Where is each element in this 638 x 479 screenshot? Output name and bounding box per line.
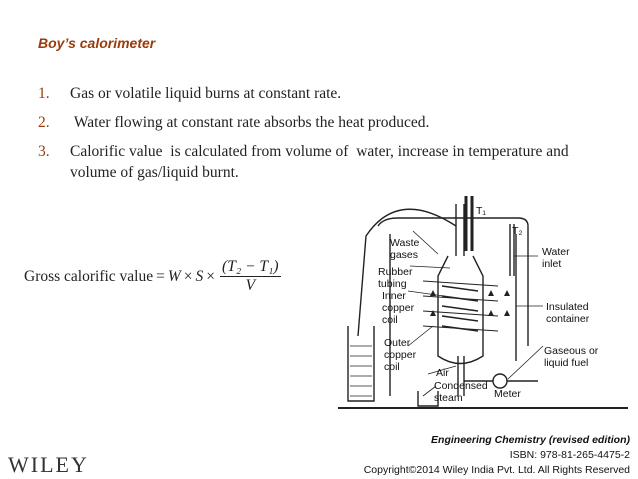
label-waste-gases: Waste (390, 237, 420, 249)
formula-fraction (220, 258, 281, 295)
list-item (38, 141, 618, 183)
gross-calorific-formula (24, 258, 281, 295)
numbered-points (38, 83, 618, 191)
footer-credits (364, 433, 630, 478)
isbn: ISBN: 978-81-265-4475-2 (509, 449, 630, 461)
wiley-logo: WILEY (8, 452, 89, 477)
copyright: Copyright©2014 Wiley India Pvt. Ltd. All Rights Reserved (363, 464, 630, 476)
book-title: Engineering Chemistry (revised edition) (431, 434, 630, 446)
meter-icon (493, 374, 507, 388)
label-outer-copper-coil: Outer (384, 337, 411, 349)
label-outer-copper-coil: coil (384, 361, 400, 373)
formula-w: W (167, 267, 181, 285)
label-t2: T₂ (512, 225, 523, 237)
list-number: 2. (38, 114, 50, 131)
label-air: Air (436, 367, 449, 379)
label-t1: T₁ (476, 205, 486, 217)
formula-times: × (183, 267, 193, 285)
label-water-inlet: Water (542, 246, 570, 258)
label-rubber-tubing: tubing (378, 278, 407, 290)
label-inner-copper-coil: copper (382, 302, 415, 314)
list-text: Calorific value is calculated from volume of water, increase in temperature and volume of gas/liquid burnt. (70, 143, 573, 181)
label-condensed-steam: Condensed (434, 380, 488, 392)
label-outer-copper-coil: copper (384, 349, 417, 361)
calorimeter-diagram (338, 196, 628, 416)
formula-s: S (195, 267, 204, 285)
list-number: 1. (38, 85, 50, 102)
formula-times: × (206, 267, 216, 285)
label-inner-copper-coil: Inner (382, 290, 406, 302)
slide-title: Boy’s calorimeter (38, 35, 156, 51)
list-item (38, 112, 618, 133)
label-condensed-steam: steam (434, 392, 463, 404)
label-gaseous-fuel: liquid fuel (544, 357, 589, 369)
label-gaseous-fuel: Gaseous or (544, 345, 599, 357)
formula-numerator: (T₂ − T₁) (222, 258, 279, 275)
label-insulated-container: container (546, 313, 590, 325)
label-waste-gases: gases (390, 249, 419, 261)
list-text: Gas or volatile liquid burns at constant rate. (70, 85, 342, 102)
label-water-inlet: inlet (542, 258, 562, 270)
label-rubber-tubing: Rubber (378, 266, 413, 278)
list-number: 3. (38, 143, 50, 160)
label-inner-copper-coil: coil (382, 314, 398, 326)
list-text: Water flowing at constant rate absorbs the heat produced. (70, 114, 430, 131)
formula-denominator: V (245, 277, 256, 294)
label-meter: Meter (494, 388, 521, 400)
label-insulated-container: Insulated (546, 301, 589, 313)
formula-equals: = (156, 267, 165, 285)
formula-label: Gross calorific value (24, 267, 154, 285)
list-item (38, 83, 618, 104)
